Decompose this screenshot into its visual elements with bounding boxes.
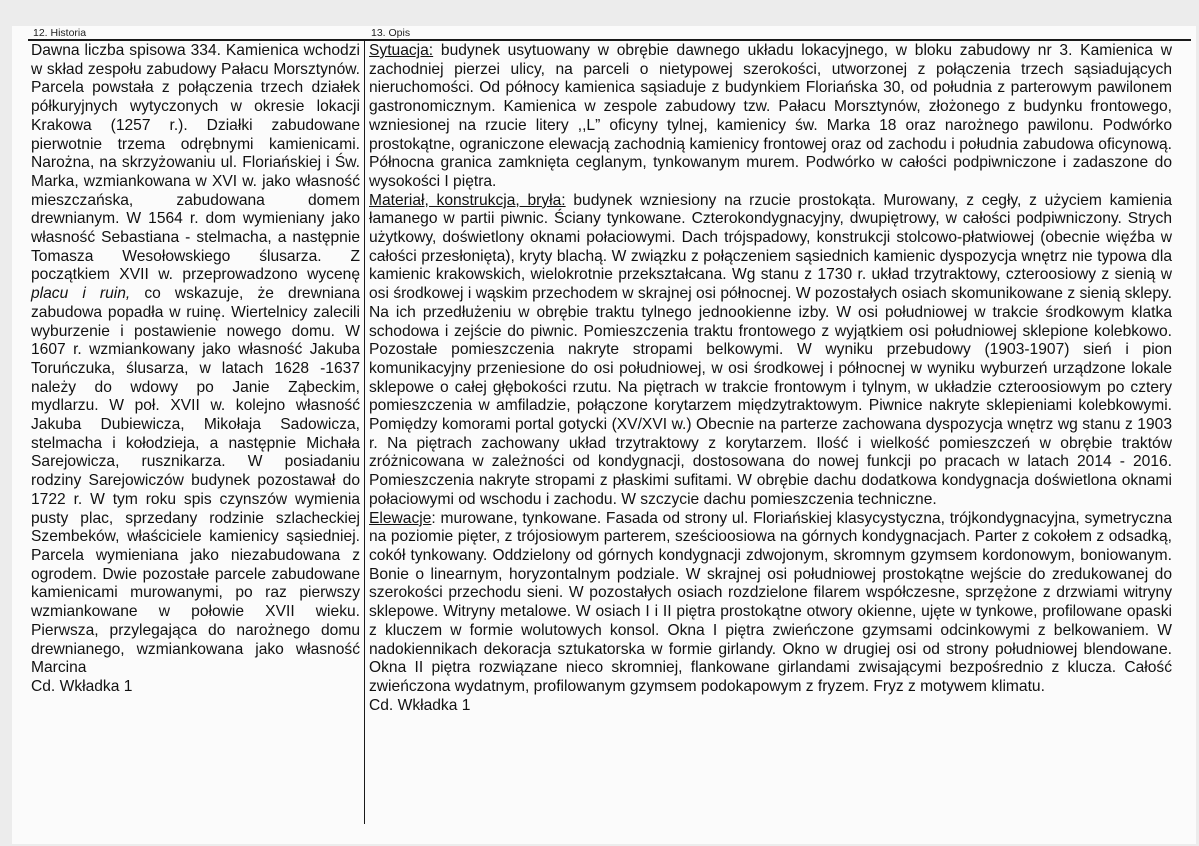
section-situation bbox=[369, 42, 1172, 192]
section-label-material: Materiał, konstrukcja, bryła: bbox=[369, 191, 566, 209]
history-text bbox=[31, 42, 360, 678]
history-continuation: Cd. Wkładka 1 bbox=[31, 677, 133, 695]
section-text-elevations: : murowane, tynkowane. Fasada od strony ul. Floriańskiej klasycystyczna, trójkondygnacyjna, symetryczna na poziomie pięter, z trójosiowym parterem, sześcioosiowa na górnych kondygnacjach. Parter z cokołem z odsadką, cokół tynkowany. Oddzielony od górnych kondygnacji zdwojonym, skromnym gzymsem kordonowym, boniowanym. Bonie o linearnym, horyzontalnym podziale. W skrajnej osi południowej prostokątne wejście do zredukowanej do szerokości przechodu sieni. W pozostałych osiach rozdzielone filarem współczesne, sprzężone z drzwiami witryny sklepowe. Witryny metalowe. W osiach I i II piętra prostokątne otwory okienne, ujęte w tynkowe, profilowane opaski z kluczem w formie wolutowych konsol. Okna I piętra zwieńczone gzymsami odcinkowymi z belkowaniem. W nadokiennikach dekoracja sztukatorska w formie girlandy. Okno w drugiej osi od strony południowej blendowane. Okna II piętra rozwiązane nieco skromniej, flankowane girlandami zwisającymi bezpośrednio z klucza. Całość zwieńczona wydatnym, profilowanym gzymsem podokapowym z fryzem. Fryz z motywem klimatu. bbox=[369, 509, 1172, 695]
section-label-situation: Sytuacja: bbox=[369, 42, 434, 59]
description-heading: 13. Opis bbox=[371, 27, 411, 39]
history-heading: 12. Historia bbox=[33, 27, 87, 39]
history-column bbox=[31, 42, 360, 697]
description-column bbox=[369, 42, 1172, 715]
section-label-elevations: Elewacje bbox=[369, 509, 432, 527]
section-text-material: budynek wzniesiony na rzucie prostokąta. Murowany, z cegły, z użyciem kamienia łamanego w partii piwnic. Ściany tynkowane. Czterokondygnacyjny, dwupiętrowy, w całości podpiwniczony. Strych użytkowy, doświetlony oknami połaciowymi. Dach trójspadowy, konstrukcji stolcowo-płatwiowej (obecnie więźba w całości przesłonięta), kryty blachą. W związku z połączeniem sąsiednich kamienic dyspozycja wnętrz nie typowa dla kamienic krakowskich, wielokrotnie przekształcana. Wg stanu z 1730 r. układ trzytraktowy, czteroosiowy z sienią w osi środkowej i wąskim przechodem w skrajnej osi północnej. W pozostałych osiach skomunikowane z sienią sklepy. Na ich przedłużeniu w obrębie traktu tylnego jednookienne izby. W osi południowej w trakcie środkowym klatka schodowa i zejście do piwnic. Pomieszczenia traktu frontowego z wyjątkiem osi południowej sklepione kolebkowo. Pozostałe pomieszczenia nakryte stropami belkowymi. W wyniku przebudowy (1903-1907) sień i pion komunikacyjny przeniesione do osi południowej, w osi środkowej i północnej w wyniku wyburzeń urządzone lokale sklepowe o całej głębokości rzutu. Na piętrach w trakcie frontowym i tylnym, w układzie czteroosiowym po cztery pomieszczenia w amfiladzie, połączone korytarzem międzytraktowym. Piwnice nakryte sklepieniami kolebkowymi. Pomiędzy komorami portal gotycki (XV/XVI w.) Obecnie na parterze zachowana dyspozycja wnętrz wg stanu z 1903 r. Na piętrach zachowany układ trzytraktowy z korytarzem. Ilość i wielkość pomieszczeń w obrębie traktów zróżnicowana w zależności od kondygnacji, dostosowana do nowej funkcji po pracach w latach 2014 - 2016. Pomieszczenia nakryte stropami z płaskimi sufitami. W obrębie dachu dodatkowa kondygnacja doświetlona oknami połaciowymi od wschodu i zachodu. W szczycie dachu pomieszczenia techniczne. bbox=[369, 191, 1173, 508]
header-rule bbox=[28, 39, 1191, 41]
section-text-situation: budynek usytuowany w obrębie dawnego układu lokacyjnego, w bloku zabudowy nr 3. Kamienica w zachodniej pierzei ulicy, na parceli o nietypowej szerokości, utworzonej z połączenia trzech sąsiadujących nieruchomości. Od północy kamienica sąsiaduje z budynkiem Floriańska 30, od południa z parterowym pawilonem gastronomicznym. Kamienica w zespole zabudowy tzw. Pałacu Morsztynów, złożonego z budynku frontowego, wzniesionej na rzucie litery ,,L” oficyny tylnej, kamienicy św. Marka 18 oraz narożnego pawilonu. Podwórko prostokątne, ograniczone elewacją zachodnią kamienicy frontowej oraz od zachodu i południa zabudowa oficynową. Północna granica zamknięta ceglanym, tynkowanym murem. Podwórko w całości podpiwniczone i zadaszone do wysokości I piętra. bbox=[369, 42, 1172, 190]
section-elevations bbox=[369, 510, 1172, 697]
history-text-emphasis: placu i ruin, bbox=[31, 285, 131, 303]
description-continuation: Cd. Wkładka 1 bbox=[369, 696, 471, 714]
history-text-part-1: Dawna liczba spisowa 334. Kamienica wchodzi w skład zespołu zabudowy Pałacu Morsztynów. Parcela powstała z połączenia trzech działek półkuryjnych wytyczonych w okresie lokacji Krakowa (1257 r.). Działki zabudowane pierwotnie trzema odrębnymi kamienicami. Narożna, na skrzyżowaniu ul. Floriańskiej i Św. Marka, wzmiankowana w XVI w. jako własność mieszczańska, zabudowana domem drewnianym. W 1564 r. dom wymieniany jako własność Sebastiana - stelmacha, a następnie Tomasza Wesołowskiego ślusarza. Z początkiem XVII w. przeprowadzono wycenę bbox=[31, 42, 360, 284]
section-material bbox=[369, 192, 1172, 510]
history-text-part-2: co wskazuje, że drewniana zabudowa popadła w ruinę. Wiertelnicy zalecili wyburzenie i postawienie nowego domu. W 1607 r. wzmiankowany jako własność Jakuba Toruńczuka, ślusarza, w latach 1628 -1637 należy do wdowy po Janie Ząbeckim, mydlarzu. W poł. XVII w. kolejno własność Jakuba Dubiewicza, Mikołaja Sadowicza, stelmacha i kołodzieja, a następnie Michała Sarejowicza, rusznikarza. W posiadaniu rodziny Sarejowiczów budynek pozostawał do 1722 r. W tym roku spis czynszów wymienia pusty plac, sprzedany rodzinie szlacheckiej Szembeków, właściciele kamienicy sąsiedniej. Parcela wymieniana jako niezabudowana z ogrodem. Dwie pozostałe parcele zabudowane kamienicami murowanymi, po raz pierwszy wzmiankowane w połowie XVII wieku. Pierwsza, przylegająca do narożnego domu drewnianego, wzmiankowana jako własność Marcina bbox=[31, 285, 360, 677]
column-divider bbox=[364, 39, 365, 824]
